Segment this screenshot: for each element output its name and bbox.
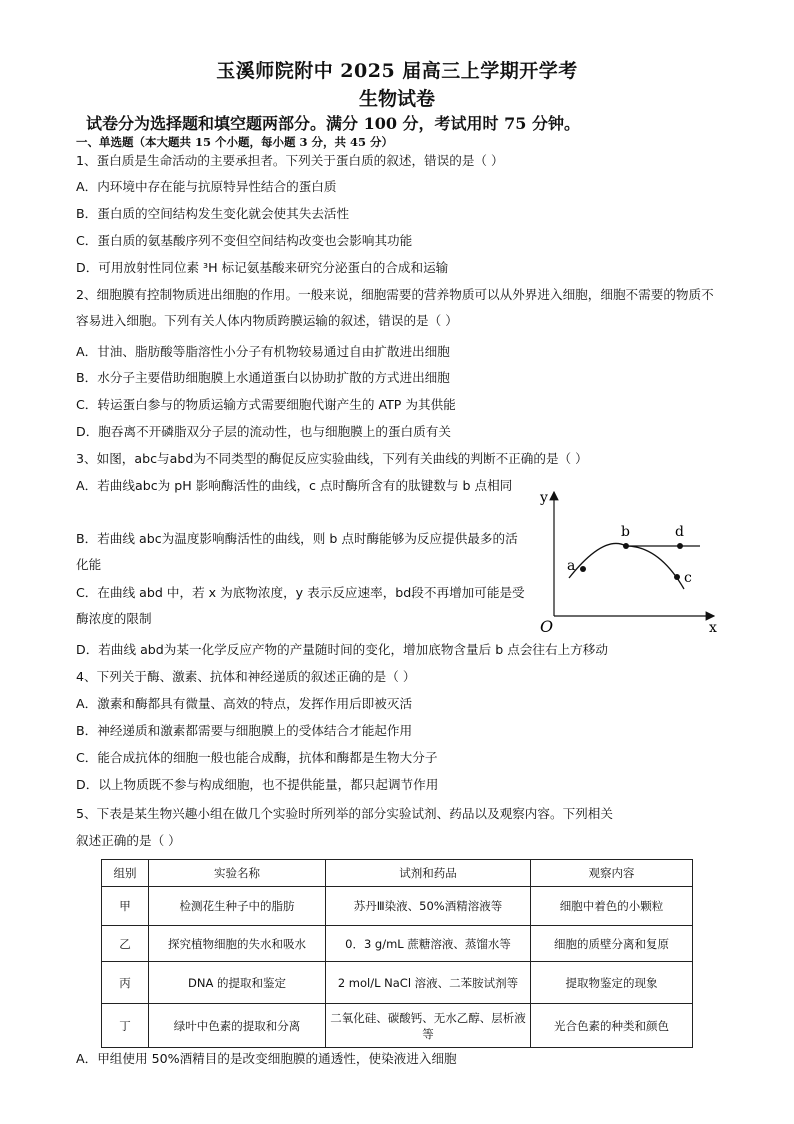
point-b-label: b <box>621 524 630 540</box>
origin-label: O <box>540 617 554 636</box>
enzyme-curve-graph <box>534 486 724 638</box>
q2-option-b: B．水分子主要借助细胞膜上水通道蛋白以协助扩散的方式进出细胞 <box>76 370 450 385</box>
table-cell: 二氧化硅、碳酸钙、无水乙醇、层析液等 <box>326 1004 531 1048</box>
q4-stem: 4、下列关于酶、激素、抗体和神经递质的叙述正确的是（ ） <box>76 669 416 684</box>
q1-option-c: C．蛋白质的氨基酸序列不变但空间结构改变也会影响其功能 <box>76 233 413 248</box>
q3-stem: 3、如图，abc与abd为不同类型的酶促反应实验曲线，下列有关曲线的判断不正确的是（ ） <box>76 451 588 466</box>
table-cell: 细胞中着色的小颗粒 <box>531 887 693 926</box>
table-header-cell: 实验名称 <box>149 860 326 887</box>
q1-option-d: D．可用放射性同位素 ³H 标记氨基酸来研究分泌蛋白的合成和运输 <box>76 260 449 275</box>
point-c-label: c <box>684 570 692 586</box>
q5-option-a: A．甲组使用 50%酒精目的是改变细胞膜的通透性，使染液进入细胞 <box>76 1051 457 1066</box>
q1-option-a: A．内环境中存在能与抗原特异性结合的蛋白质 <box>76 179 337 194</box>
table-cell: 丙 <box>102 962 149 1004</box>
q2-option-a: A．甘油、脂肪酸等脂溶性小分子有机物较易通过自由扩散进出细胞 <box>76 344 450 359</box>
q3-option-a: A．若曲线abc为 pH 影响酶活性的曲线，c 点时酶所含有的肽键数与 b 点相同 <box>76 478 513 493</box>
table-row <box>102 962 693 1004</box>
table-cell: 探究植物细胞的失水和吸水 <box>149 926 326 962</box>
table-header-row <box>102 860 693 887</box>
table-cell: 丁 <box>102 1004 149 1048</box>
q4-option-b: B．神经递质和激素都需要与细胞膜上的受体结合才能起作用 <box>76 723 413 738</box>
table-row <box>102 1004 693 1048</box>
point-b <box>623 543 629 549</box>
q1-stem: 1、蛋白质是生命活动的主要承担者。下列关于蛋白质的叙述，错误的是（ ） <box>76 153 504 168</box>
table-cell: 细胞的质壁分离和复原 <box>531 926 693 962</box>
table-cell: 甲 <box>102 887 149 926</box>
point-a-label: a <box>567 558 576 574</box>
table-cell: 0．3 g/mL 蔗糖溶液、蒸馏水等 <box>326 926 531 962</box>
exam-subject: 生物试卷 <box>358 88 435 110</box>
point-a <box>580 566 586 572</box>
q3-option-b: B．若曲线 abc为温度影响酶活性的曲线，则 b 点时酶能够为反应提供最多的活化能 <box>76 531 518 572</box>
point-d-label: d <box>675 524 684 540</box>
y-axis-label: y <box>540 490 548 506</box>
table-row <box>102 887 693 926</box>
q3-option-d: D．若曲线 abd为某一化学反应产物的产量随时间的变化，增加底物含量后 b 点会往右上方移动 <box>76 642 608 657</box>
q4-option-a: A．激素和酶都具有微量、高效的特点，发挥作用后即被灭活 <box>76 696 413 711</box>
q5-stem-line2: 叙述正确的是（ ） <box>76 833 181 848</box>
x-axis-label: x <box>709 620 717 636</box>
table-cell: 绿叶中色素的提取和分离 <box>149 1004 326 1048</box>
q4-option-d: D．以上物质既不参与构成细胞，也不提供能量，都只起调节作用 <box>76 777 439 792</box>
table-cell: 提取物鉴定的现象 <box>531 962 693 1004</box>
table-cell: DNA 的提取和鉴定 <box>149 962 326 1004</box>
table-cell: 苏丹Ⅲ染液、50%酒精溶液等 <box>326 887 531 926</box>
curve-bc <box>626 546 684 589</box>
exam-notice: 试卷分为选择题和填空题两部分。满分 100 分，考试用时 75 分钟。 <box>86 114 580 133</box>
curve-ab <box>569 543 626 578</box>
section-heading: 一、单选题（本大题共 15 个小题，每小题 3 分，共 45 分） <box>76 135 394 149</box>
q3-option-c: C．在曲线 abd 中，若 x 为底物浓度，y 表示反应速率，bd段不再增加可能是受酶浓度的限制 <box>76 585 525 626</box>
table-cell: 2 mol/L NaCl 溶液、二苯胺试剂等 <box>326 962 531 1004</box>
table-header-cell: 组别 <box>102 860 149 887</box>
q2-option-c: C．转运蛋白参与的物质运输方式需要细胞代谢产生的 ATP 为其供能 <box>76 397 456 412</box>
q5-stem-line1: 5、下表是某生物兴趣小组在做几个实验时所列举的部分实验试剂、药品以及观察内容。下列相关 <box>76 806 613 821</box>
q1-option-b: B．蛋白质的空间结构发生变化就会使其失去活性 <box>76 206 350 221</box>
table-cell: 乙 <box>102 926 149 962</box>
point-c <box>674 574 680 580</box>
q2-stem: 2、细胞膜有控制物质进出细胞的作用。一般来说，细胞需要的营养物质可以从外界进入细胞，细胞不需要的物质不容易进入细胞。下列有关人体内物质跨膜运输的叙述，错误的是（ ） <box>76 287 714 328</box>
table-header-cell: 试剂和药品 <box>326 860 531 887</box>
table-header-cell: 观察内容 <box>531 860 693 887</box>
table-cell: 光合色素的种类和颜色 <box>531 1004 693 1048</box>
exam-title: 玉溪师院附中 2025 届高三上学期开学考 <box>216 60 578 82</box>
table-row <box>102 926 693 962</box>
q2-option-d: D．胞吞离不开磷脂双分子层的流动性，也与细胞膜上的蛋白质有关 <box>76 424 451 439</box>
q4-option-c: C．能合成抗体的细胞一般也能合成酶，抗体和酶都是生物大分子 <box>76 750 438 765</box>
point-d <box>677 543 683 549</box>
experiment-table <box>101 859 693 1048</box>
table-cell: 检测花生种子中的脂肪 <box>149 887 326 926</box>
